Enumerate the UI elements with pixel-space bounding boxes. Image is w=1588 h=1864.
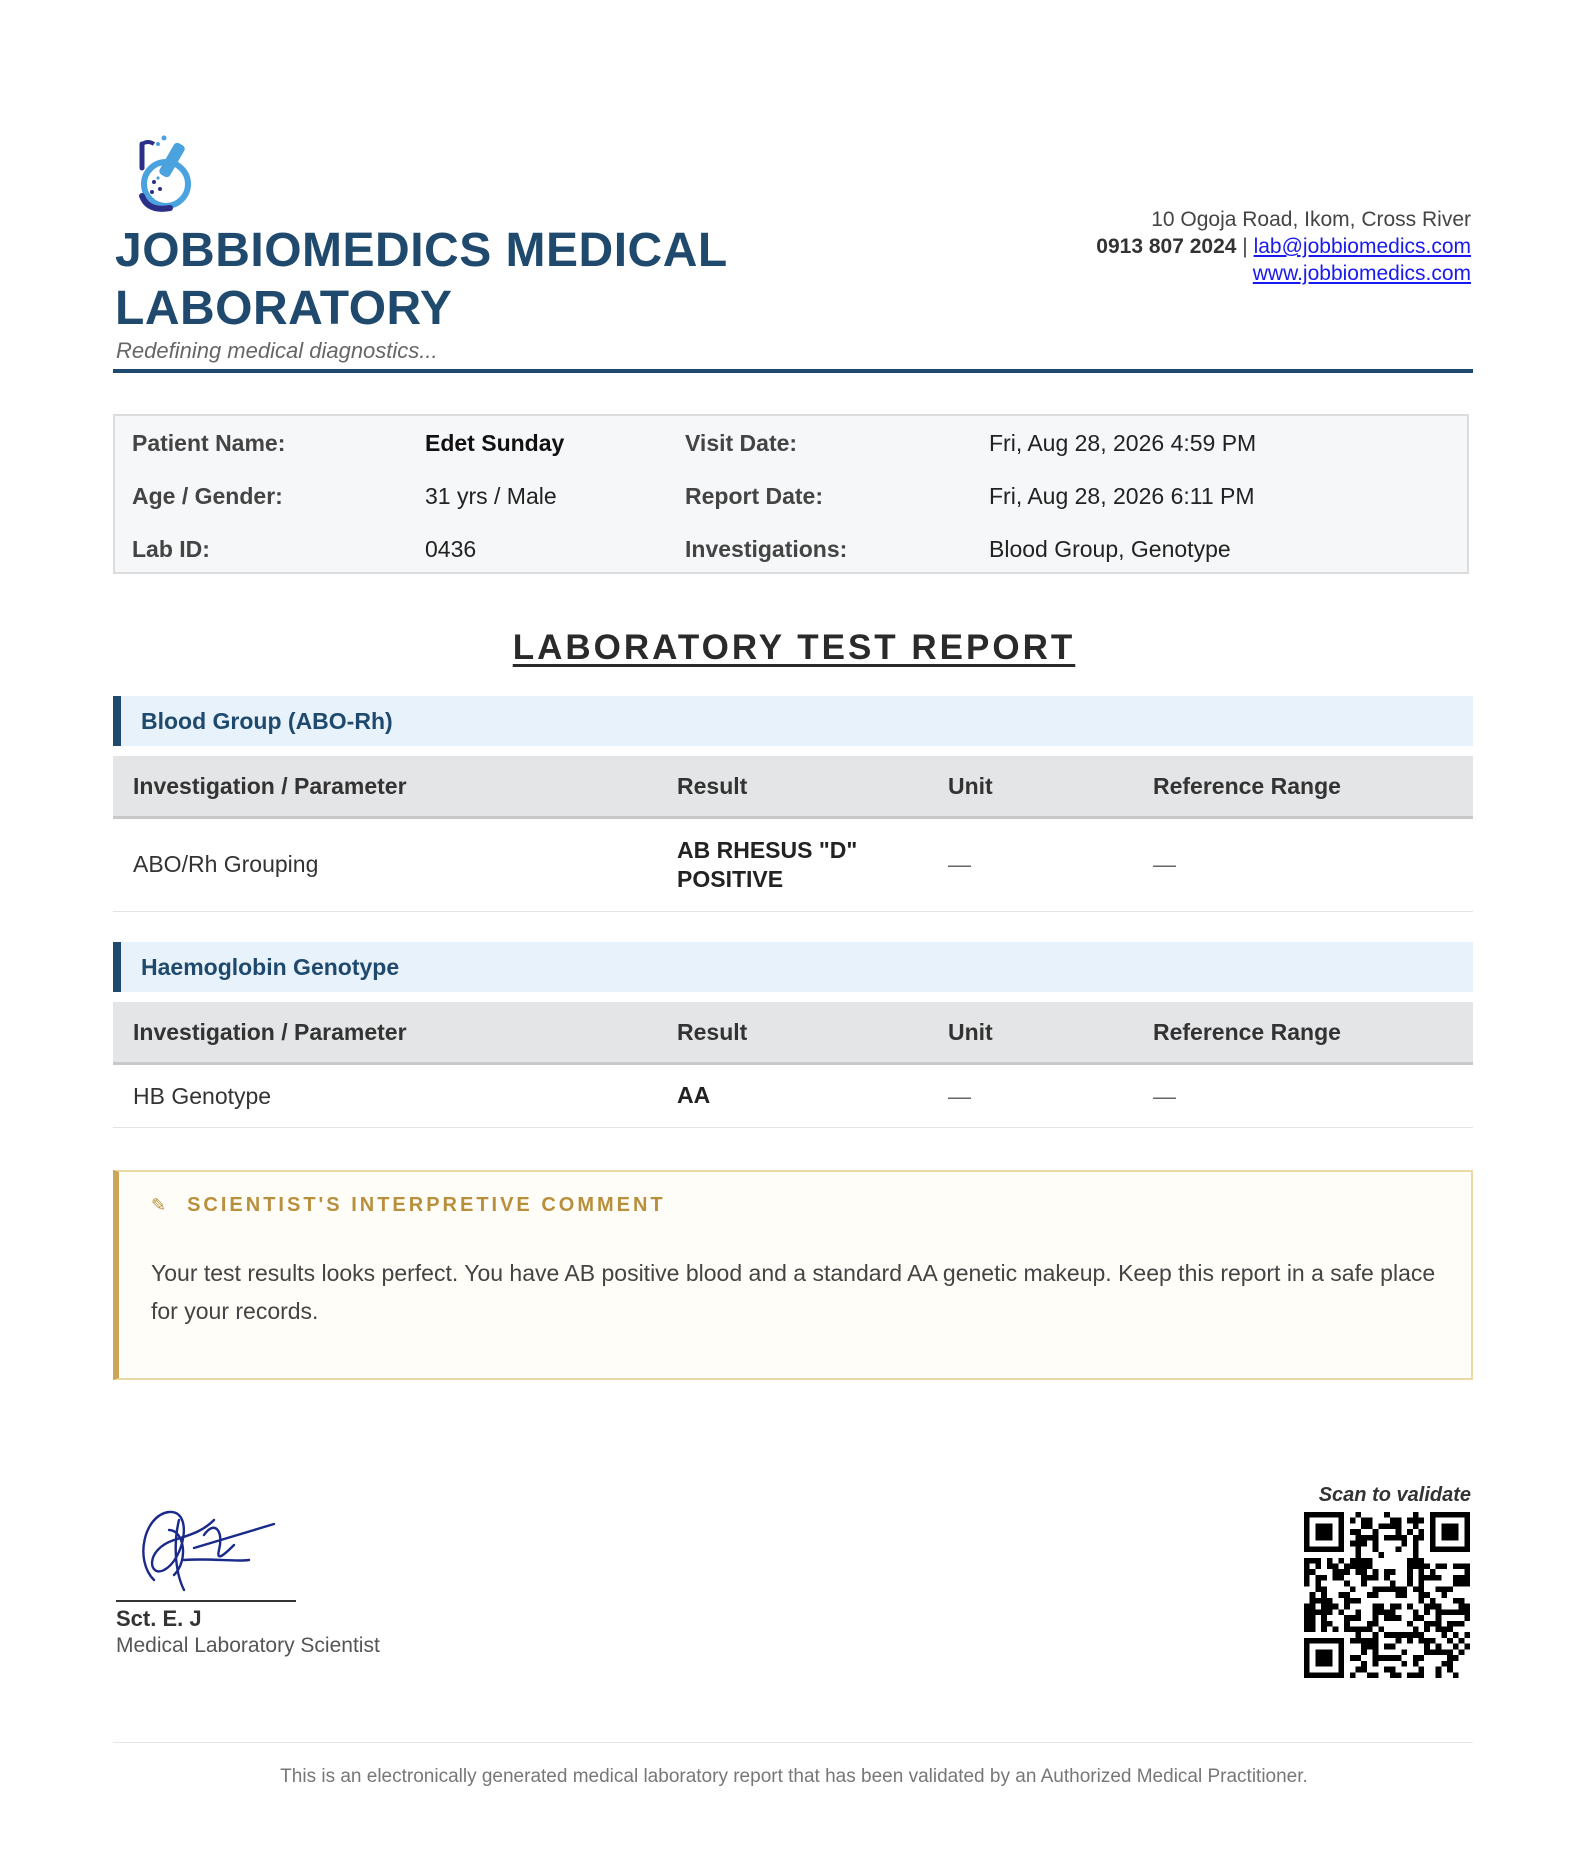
row-result: AA: [677, 1082, 711, 1108]
patient-info-box: [113, 414, 1469, 574]
col-parameter: Investigation / Parameter: [133, 773, 407, 799]
row-reference: —: [1153, 851, 1176, 877]
row-unit: —: [948, 851, 971, 877]
section-title: Blood Group (ABO-Rh): [141, 708, 393, 734]
table-header: [113, 756, 1473, 819]
col-reference: Reference Range: [1153, 773, 1341, 799]
row-result-line2: POSITIVE: [677, 866, 784, 892]
row-parameter: ABO/Rh Grouping: [133, 851, 319, 877]
email-link[interactable]: lab@jobbiomedics.com: [1253, 235, 1471, 258]
lab-phone: 0913 807 2024: [1096, 235, 1237, 258]
table-header: [113, 1002, 1473, 1065]
footer-note: This is an electronically generated medical laboratory report that has been validated by an Authorized Medical Practitioner.: [280, 1766, 1308, 1787]
contact-line: [1096, 233, 1471, 260]
col-result: Result: [677, 773, 748, 799]
col-unit: Unit: [948, 1019, 993, 1045]
signature-image: [124, 1500, 284, 1600]
col-unit: Unit: [948, 773, 993, 799]
row-unit: —: [948, 1083, 971, 1109]
col-result: Result: [677, 1019, 748, 1045]
comment-title: [151, 1194, 666, 1217]
patient-name-label: Patient Name:: [132, 430, 286, 456]
contact-block: [1096, 206, 1471, 287]
report-date: Fri, Aug 28, 2026 6:11 PM: [989, 483, 1255, 509]
lab-id-label: Lab ID:: [132, 536, 210, 562]
col-parameter: Investigation / Parameter: [133, 1019, 407, 1045]
report-title: [0, 628, 1588, 668]
scan-to-validate-label: Scan to validate: [1318, 1484, 1471, 1506]
row-parameter: HB Genotype: [133, 1083, 272, 1109]
interpretive-comment-box: [113, 1170, 1473, 1380]
row-result: [677, 836, 857, 894]
signature-line: [116, 1600, 296, 1602]
visit-date: Fri, Aug 28, 2026 4:59 PM: [989, 430, 1257, 456]
investigations: Blood Group, Genotype: [989, 536, 1231, 562]
col-reference: Reference Range: [1153, 1019, 1341, 1045]
lab-address: 10 Ogoja Road, Ikom, Cross River: [1151, 208, 1471, 231]
lab-name: JOBBIOMEDICS MEDICAL LABORATORY: [115, 224, 727, 335]
section-header-blood-group: [113, 696, 1473, 746]
row-reference: —: [1153, 1083, 1176, 1109]
footer-divider: [113, 1742, 1473, 1743]
microscope-icon: [128, 134, 200, 216]
report-title-text: LABORATORY TEST REPORT: [512, 628, 1076, 667]
header-divider: [113, 369, 1473, 373]
contact-separator: |: [1242, 235, 1248, 258]
patient-name: Edet Sunday: [425, 430, 565, 456]
section-header-genotype: [113, 942, 1473, 992]
age-gender: 31 yrs / Male: [425, 483, 557, 509]
signatory-role: Medical Laboratory Scientist: [116, 1634, 380, 1657]
lab-id: 0436: [425, 536, 477, 562]
website-link[interactable]: www.jobbiomedics.com: [1252, 262, 1471, 285]
signatory-name: Sct. E. J: [116, 1606, 202, 1631]
row-result-line1: AB RHESUS "D": [677, 837, 858, 863]
investigations-label: Investigations:: [685, 536, 848, 562]
visit-date-label: Visit Date:: [685, 430, 798, 456]
pencil-icon: ✎: [151, 1195, 170, 1215]
qr-code[interactable]: [1304, 1512, 1470, 1678]
table-row: [113, 1065, 1473, 1128]
report-date-label: Report Date:: [685, 483, 824, 509]
table-row: [113, 819, 1473, 912]
comment-title-text: SCIENTIST'S INTERPRETIVE COMMENT: [187, 1194, 666, 1216]
section-title: Haemoglobin Genotype: [141, 954, 400, 980]
comment-text: Your test results looks perfect. You have AB positive blood and a standard AA genetic makeup. Keep this report in a safe place for your records.: [151, 1260, 1436, 1324]
lab-tagline: Redefining medical diagnostics...: [116, 338, 438, 363]
age-gender-label: Age / Gender:: [132, 483, 283, 509]
